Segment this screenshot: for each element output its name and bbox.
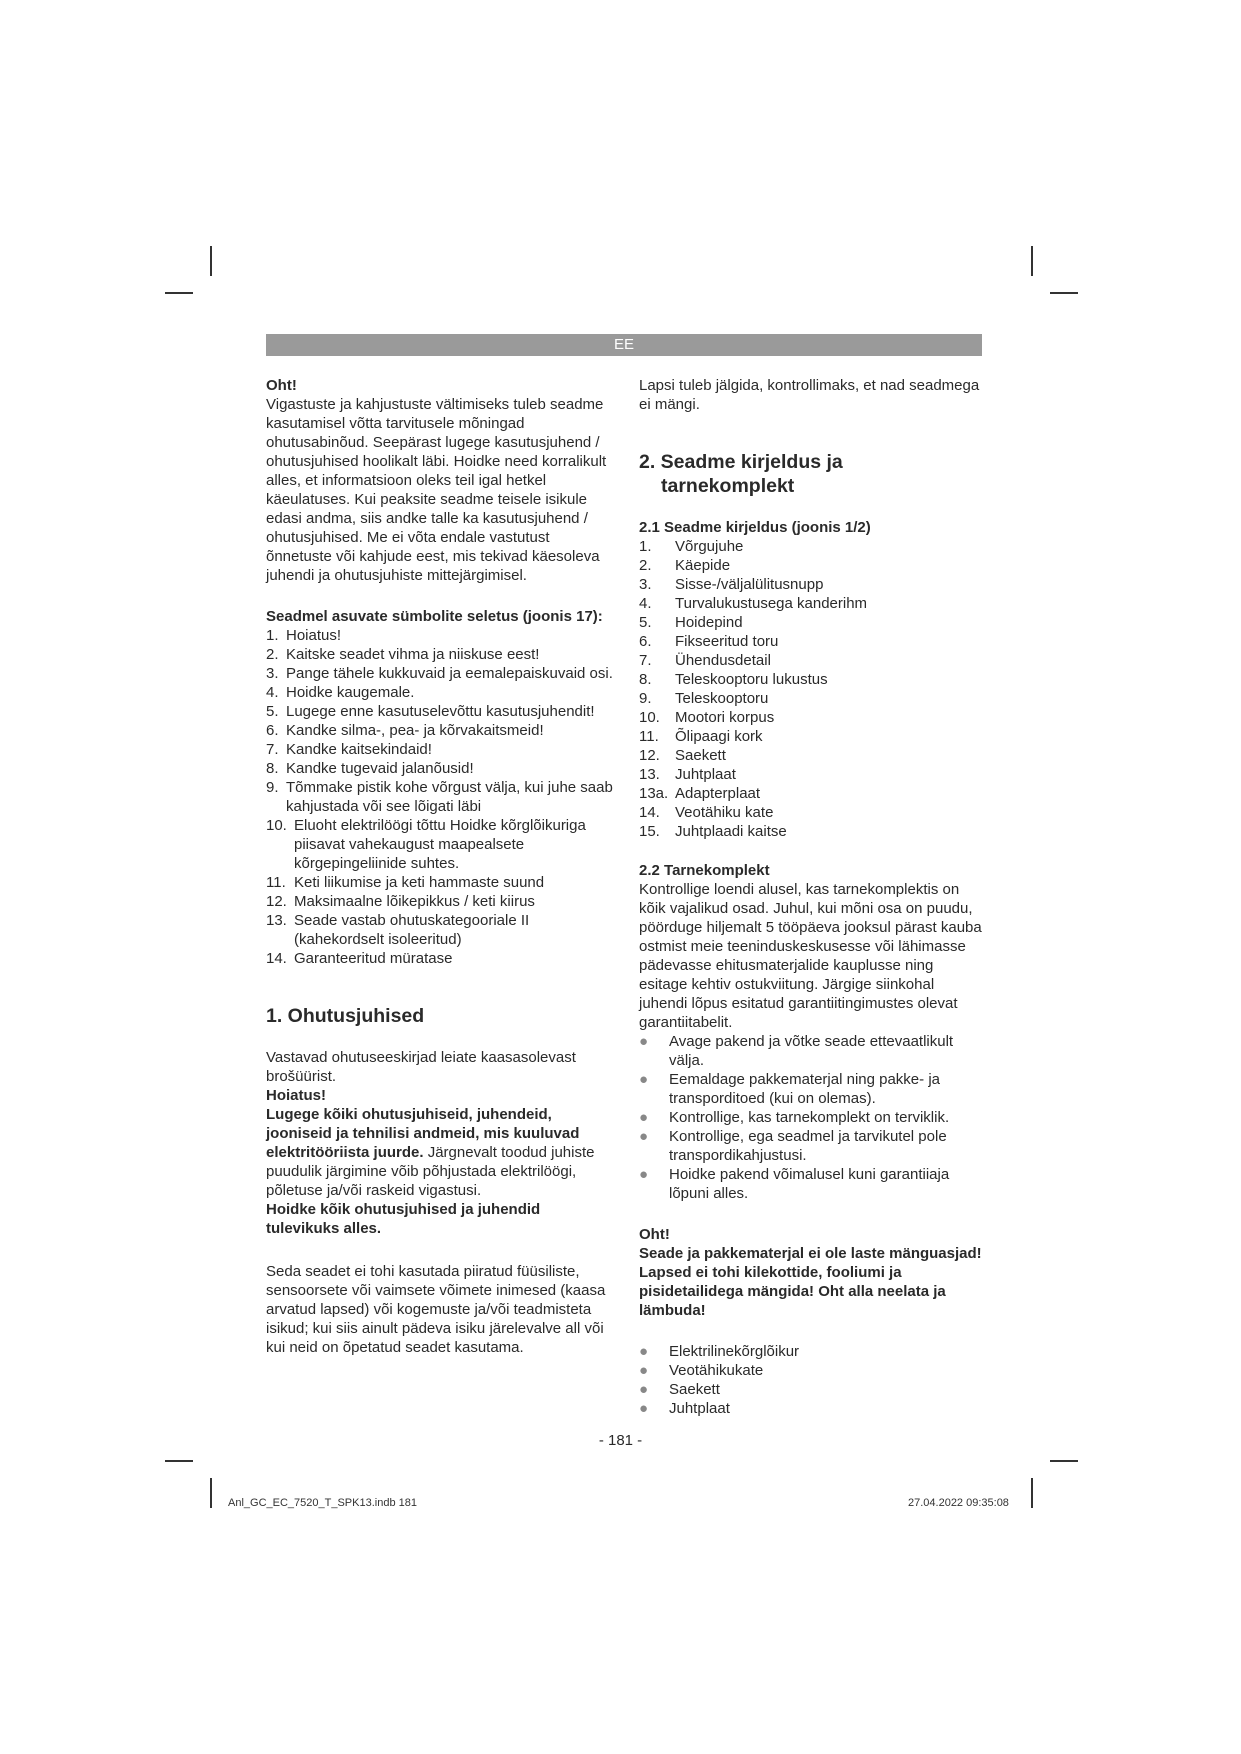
parts-list: [639, 537, 984, 841]
list-item: 9. Tõmmake pistik kohe võrgust välja, kui juhe saab kahjustada või see lõigati läbi: [266, 779, 613, 815]
crop-mark: [210, 1478, 212, 1508]
warning-text: Järgnevalt toodud juhiste puudulik järgimine võib põhjustada elektrilöögi, põletuse ja/või raskeid vigastusi.: [266, 1144, 595, 1199]
list-item: 8. Teleskooptoru lukustus: [639, 671, 828, 688]
list-item: 13. Seade vastab ohutuskategooriale II (kahekordselt isoleeritud): [266, 912, 530, 948]
list-item: 10. Eluoht elektrilöögi tõttu Hoidke kõrglõikuriga piisavat vahekaugust maapealsete kõrgepingeliinide suhtes.: [266, 817, 586, 872]
section-1-title: 1. Ohutusjuhised: [266, 1005, 425, 1027]
bullet-icon: ●: [639, 1400, 649, 1417]
list-item: 14. Veotähiku kate: [639, 804, 774, 821]
right-column: [639, 376, 984, 1418]
bullet-icon: ●: [639, 1033, 649, 1050]
bullet-icon: ●: [639, 1071, 649, 1088]
list-item: ● Elektrilinekõrglõikur: [639, 1343, 800, 1360]
left-column: [266, 376, 616, 1357]
danger-text: Seade ja pakkematerjal ei ole laste mänguasjad! Lapsed ei tohi kilekottide, fooliumi ja pisidetailidega mängida! Oht alla neelata ja lämbuda!: [639, 1245, 982, 1319]
list-item: 4. Turvalukustusega kanderihm: [639, 595, 868, 612]
subsection-2-2-title: 2.2 Tarnekomplekt: [639, 862, 770, 879]
list-item: ● Eemaldage pakkematerjal ning pakke- ja transporditoed (kui on olemas).: [639, 1071, 940, 1107]
list-item: 15. Juhtplaadi kaitse: [639, 823, 787, 840]
symbols-list: [266, 626, 616, 968]
list-item: 11. Õlipaagi kork: [639, 728, 763, 745]
list-item: 7. Kandke kaitsekindaid!: [266, 741, 432, 758]
crop-mark: [210, 246, 212, 276]
warning-paragraph: [266, 1105, 616, 1200]
crop-mark: [1050, 292, 1078, 294]
list-item: 2. Käepide: [639, 557, 731, 574]
list-item: ● Juhtplaat: [639, 1400, 730, 1417]
list-item: 1. Võrgujuhe: [639, 538, 744, 555]
restricted-use-paragraph: Seda seadet ei tohi kasutada piiratud füüsiliste, sensoorsete või vaimsete võimete inimesed (kaasa arvatud lapsed) või kogemuste ja/või teadmisteta isikud; kui siis ainult pädeva isiku järelevalve all või kui neid on õpetatud seadet kasutama.: [266, 1263, 606, 1356]
list-item: 6. Kandke silma-, pea- ja kõrvakaitsmeid!: [266, 722, 544, 739]
list-item: 14. Garanteeritud müratase: [266, 950, 453, 967]
list-item: ● Kontrollige, ega seadmel ja tarvikutel pole transpordikahjustusi.: [639, 1128, 947, 1164]
list-item: 3. Sisse-/väljalülitusnupp: [639, 576, 824, 593]
list-item: 7. Ühendusdetail: [639, 652, 771, 669]
danger-title: Oht!: [639, 1226, 670, 1243]
section-1-paragraph: Vastavad ohutuseeskirjad leiate kaasasolevast brošüürist.: [266, 1049, 576, 1085]
crop-mark: [165, 292, 193, 294]
list-item: ● Avage pakend ja võtke seade ettevaatlikult välja.: [639, 1033, 954, 1069]
list-item: ● Saekett: [639, 1381, 720, 1398]
section-2-title: 2. Seadme kirjeldus ja tarnekomplekt: [639, 451, 843, 497]
list-item: 1. Hoiatus!: [266, 627, 342, 644]
bullet-icon: ●: [639, 1109, 649, 1126]
list-item: ● Kontrollige, kas tarnekomplekt on terviklik.: [639, 1109, 950, 1126]
list-item: ● Veotähikukate: [639, 1362, 764, 1379]
crop-mark: [1031, 246, 1033, 276]
danger-text: Vigastuste ja kahjustuste vältimiseks tuleb seadme kasutamisel võtta tarvitusele mõningad ohutusabinõud. Seepärast lugege kasutusjuhend / ohutusjuhised hoolikalt läbi. Hoidke need korralikult alles, et informatsioon oleks teil igal hetkel käeulatuses. Kui peaksite seadme teisele isikule edasi andma, siis andke talle ka kasutusjuhend / ohutusjuhised. Me ei võta endale vastutust õnnetuste või kahjude eest, mis tekivad käesoleva juhendi ja ohutusjuhiste mittejärgimisel.: [266, 396, 607, 584]
crop-mark: [1031, 1478, 1033, 1508]
language-header-band: EE: [266, 334, 982, 356]
page-number: - 181 -: [598, 1432, 643, 1449]
list-item: 2. Kaitske seadet vihma ja niiskuse eest!: [266, 646, 540, 663]
list-item: 12. Saekett: [639, 747, 726, 764]
list-item: 13a. Adapterplaat: [639, 785, 761, 802]
crop-mark: [165, 1460, 193, 1462]
bullet-icon: ●: [639, 1381, 649, 1398]
keep-instructions-text: Hoidke kõik ohutusjuhised ja juhendid tulevikuks alles.: [266, 1201, 541, 1237]
list-item: 12. Maksimaalne lõikepikkus / keti kiirus: [266, 893, 535, 910]
list-item: 4. Hoidke kaugemale.: [266, 684, 415, 701]
list-item: 3. Pange tähele kukkuvaid ja eemalepaiskuvaid osi.: [266, 665, 613, 682]
list-item: 11. Keti liikumise ja keti hammaste suund: [266, 874, 545, 891]
unpacking-bullet-list: [639, 1032, 984, 1203]
contents-bullet-list: [639, 1342, 984, 1418]
crop-mark: [1050, 1460, 1078, 1462]
children-paragraph: Lapsi tuleb jälgida, kontrollimaks, et nad seadmega ei mängi.: [639, 377, 980, 413]
delivery-paragraph: Kontrollige loendi alusel, kas tarnekomplektis on kõik vajalikud osad. Juhul, kui mõni osa on puudu, pöörduge hiljemalt 5 tööpäeva jooksul pärast kauba ostmist meie teeninduskeskusesse või lähimasse pädevasse ehitusmaterjalide kauplusse ning esitage kehtiv ostukviitung. Järgige siinkohal juhendi lõpus esitatud garantiitingimustes olevat garantiitabelit.: [639, 881, 982, 1031]
list-item: 9. Teleskooptoru: [639, 690, 769, 707]
bullet-icon: ●: [639, 1362, 649, 1379]
symbols-title: Seadmel asuvate sümbolite seletus (joonis 17):: [266, 608, 603, 625]
list-item: 5. Lugege enne kasutuselevõttu kasutusjuhendit!: [266, 703, 595, 720]
list-item: ● Hoidke pakend võimalusel kuni garantiiaja lõpuni alles.: [639, 1166, 950, 1202]
list-item: 13. Juhtplaat: [639, 766, 736, 783]
list-item: 6. Fikseeritud toru: [639, 633, 779, 650]
list-item: 10. Mootori korpus: [639, 709, 775, 726]
list-item: 8. Kandke tugevaid jalanõusid!: [266, 760, 474, 777]
subsection-2-1-title: 2.1 Seadme kirjeldus (joonis 1/2): [639, 519, 871, 536]
footer-timestamp: 27.04.2022 09:35:08: [908, 1497, 1009, 1509]
warning-bold-text: Lugege kõiki ohutusjuhiseid, juhendeid, jooniseid ja tehnilisi andmeid, mis kuuluvad elektritööriista juurde.: [266, 1106, 580, 1161]
list-item: 5. Hoidepind: [639, 614, 743, 631]
footer-file-info: Anl_GC_EC_7520_T_SPK13.indb 181: [228, 1497, 417, 1509]
warning-label: Hoiatus!: [266, 1087, 326, 1104]
bullet-icon: ●: [639, 1343, 649, 1360]
danger-title: Oht!: [266, 377, 297, 394]
bullet-icon: ●: [639, 1166, 649, 1183]
bullet-icon: ●: [639, 1128, 649, 1145]
